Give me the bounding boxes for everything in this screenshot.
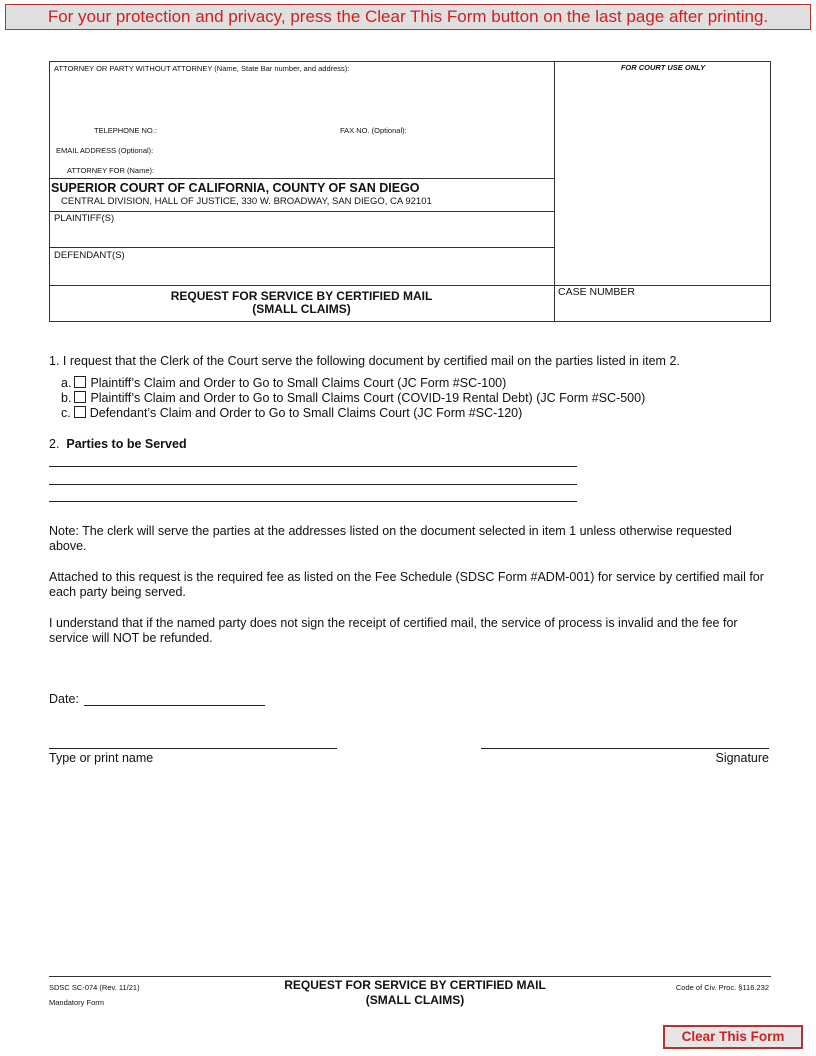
item2-heading-row [49,437,187,452]
footer-form-id: SDSC SC-074 (Rev. 11/21) [49,983,140,992]
footer-title [245,978,585,1008]
party-line-3[interactable] [49,501,577,502]
option-a-checkbox[interactable] [74,376,86,388]
attorney-for-field[interactable] [150,162,550,176]
title-top-rule [49,285,771,286]
footer-code: Code of Civ. Proc. §116.232 [675,983,769,992]
footer-mandatory: Mandatory Form [49,998,105,1007]
item2-number: 2. [49,437,60,451]
party-line-1[interactable] [49,466,577,467]
option-c-row [61,406,522,421]
option-c-label: Defendant’s Claim and Order to Go to Small Claims Court (JC Form #SC-120) [89,406,523,420]
form-title-line1: REQUEST FOR SERVICE BY CERTIFIED MAIL [170,289,433,303]
print-name-label: Type or print name [49,751,154,765]
clear-form-button[interactable] [663,1025,803,1049]
option-b-row [61,391,645,406]
option-b-letter: b. [61,391,72,405]
court-name: SUPERIOR COURT OF CALIFORNIA, COUNTY OF SAN DIEGO [51,181,420,195]
telephone-label: TELEPHONE NO.: [94,126,157,135]
case-number-field[interactable] [558,300,768,318]
note-paragraph: Note: The clerk will serve the parties at the addresses listed on the document selected in item 1 unless otherwise requested above. [49,524,732,553]
footer-title-line2: (SMALL CLAIMS) [365,993,465,1007]
signature-line[interactable] [481,748,769,749]
item2-heading: Parties to be Served [66,437,187,451]
plaintiff-field[interactable] [52,225,550,245]
plaintiff-top-rule [49,211,554,212]
email-field[interactable] [165,142,550,156]
item1-text: 1. I request that the Clerk of the Court serve the following document by certified mail on the parties listed in item 2. [49,354,680,368]
date-field[interactable] [84,705,265,706]
footer-rule [49,976,771,977]
option-a-row [61,376,506,391]
case-number-label: CASE NUMBER [558,286,636,298]
fee-paragraph: Attached to this request is the required fee as listed on the Fee Schedule (SDSC Form #ADM-001) for service by certified mail for each party being served. [49,570,764,599]
court-address: CENTRAL DIVISION, HALL OF JUSTICE, 330 W. BROADWAY, SAN DIEGO, CA 92101 [61,196,432,207]
option-c-checkbox[interactable] [74,406,86,418]
form-title [49,290,554,316]
telephone-field[interactable] [166,122,334,136]
footer-title-line1: REQUEST FOR SERVICE BY CERTIFIED MAIL [284,978,546,992]
plaintiff-label: PLAINTIFF(S) [54,213,115,224]
option-b-label: Plaintiff’s Claim and Order to Go to Small Claims Court (COVID-19 Rental Debt) (JC Form #SC-500) [90,391,646,405]
court-use-label: FOR COURT USE ONLY [620,63,706,72]
privacy-banner-text: For your protection and privacy, press the Clear This Form button on the last page after printing. [47,7,769,26]
form-title-line2: (SMALL CLAIMS) [252,302,351,316]
defendant-field[interactable] [52,262,550,282]
date-label: Date: [49,692,79,706]
option-a-label: Plaintiff’s Claim and Order to Go to Small Claims Court (JC Form #SC-100) [90,376,507,390]
attorney-for-label: ATTORNEY FOR (Name): [67,166,155,175]
fax-label: FAX NO. (Optional): [340,126,407,135]
defendant-top-rule [49,247,554,248]
fax-field[interactable] [415,122,550,136]
court-top-rule [49,178,554,179]
defendant-label: DEFENDANT(S) [54,250,125,261]
option-c-letter: c. [61,406,71,420]
caption-divider [554,61,555,322]
clear-form-label: Clear This Form [681,1029,785,1044]
attorney-label: ATTORNEY OR PARTY WITHOUT ATTORNEY (Name, State Bar number, and address): [54,64,350,73]
attorney-field[interactable] [52,74,550,122]
party-line-2[interactable] [49,484,577,485]
email-label: EMAIL ADDRESS (Optional): [56,146,154,155]
privacy-banner [5,4,811,30]
print-name-line[interactable] [49,748,337,749]
signature-label: Signature [715,751,769,765]
option-a-letter: a. [61,376,72,390]
option-b-checkbox[interactable] [74,391,86,403]
refund-paragraph: I understand that if the named party does not sign the receipt of certified mail, the service of process is invalid and the fee for service will NOT be refunded. [49,616,738,645]
